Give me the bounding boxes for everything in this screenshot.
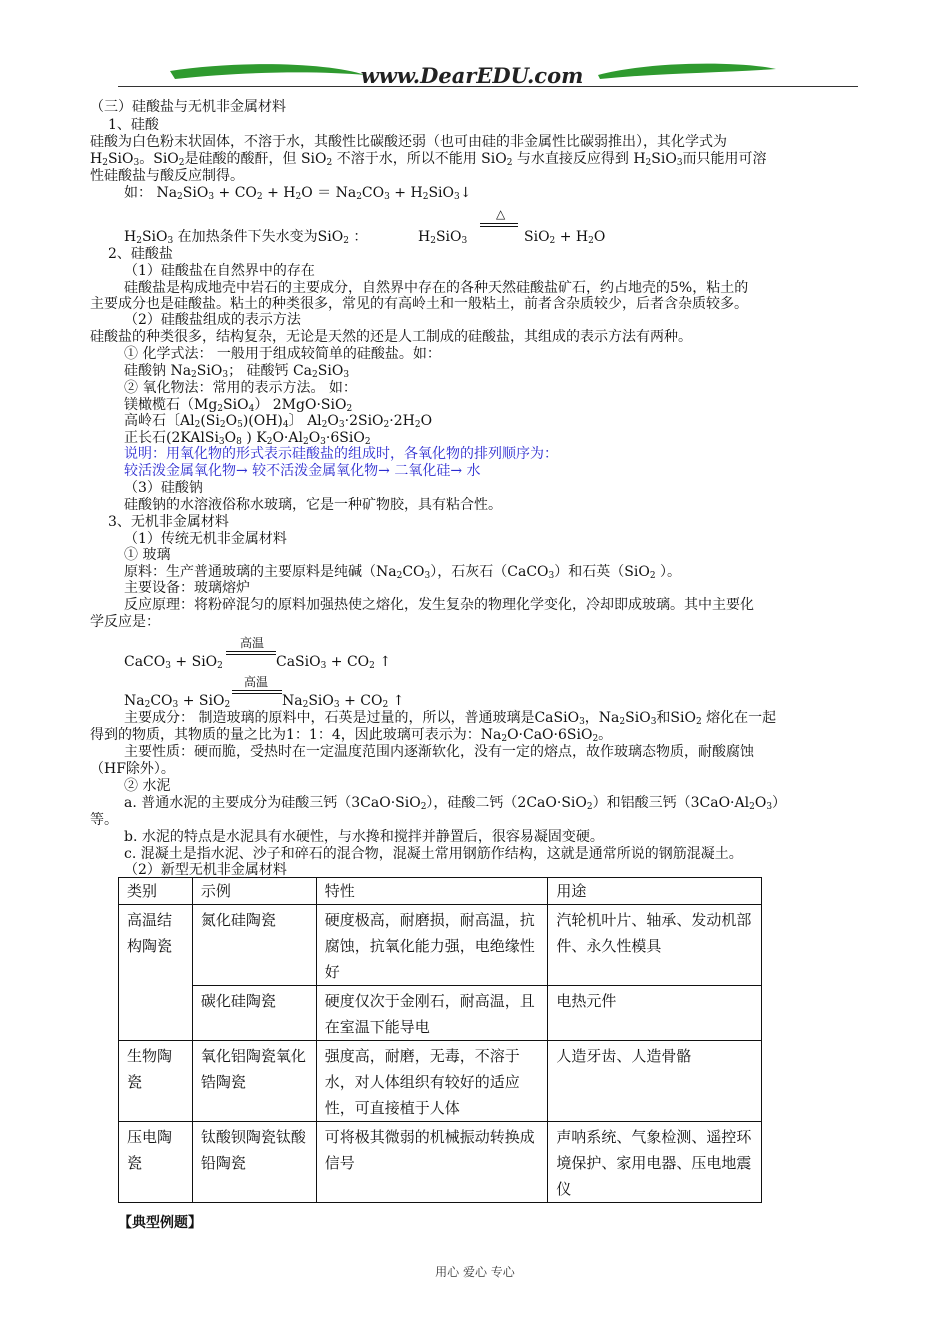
use-cell: 人造牙齿、人造骨骼 xyxy=(548,1041,762,1122)
equation-2-reactant: $H_2SiO_3$ xyxy=(418,229,468,246)
header-rule xyxy=(118,86,858,87)
use-cell: 声呐系统、气象检测、遥控环境保护、家用电器、压电地震仪 xyxy=(548,1122,762,1203)
subsection-title: （2）硅酸盐组成的表示方法 xyxy=(124,312,301,328)
table-header-cell: 特性 xyxy=(316,878,548,905)
example-cell: 氧化铝陶瓷氧化锆陶瓷 xyxy=(192,1041,316,1122)
equation-1: 如： $Na_2SiO_3 + CO_2 + H_2O = Na_2CO_3$ + $H_2SiO_3↓$ xyxy=(124,185,472,202)
example-cell: 钛酸钡陶瓷钛酸铅陶瓷 xyxy=(192,1122,316,1203)
cement-title: ② 水泥 xyxy=(124,778,171,794)
property-cell: 硬度极高，耐磨损，耐高温，抗腐蚀，抗氧化能力强，电绝缘性好 xyxy=(316,905,548,986)
materials-table xyxy=(118,877,762,1203)
example-cell: 碳化硅陶瓷 xyxy=(192,986,316,1041)
equals-bar xyxy=(226,651,276,655)
high-temp-condition: 高温 xyxy=(240,636,265,650)
paragraph: 反应原理：将粉碎混匀的原料加强热使之熔化，发生复杂的物理化学变化，冷却即成玻璃。其中主要化 xyxy=(124,597,754,613)
paragraph: （HF除外）。 xyxy=(90,761,175,777)
note-line: 说明：用氧化物的形式表示硅酸盐的组成时，各氧化物的排列顺序为： xyxy=(124,446,558,462)
equals-bar xyxy=(480,223,518,227)
glass-raw-materials: 原料：生产普通玻璃的主要原料是纯碱$(Na_2CO_3)$，石灰石（CaCO$_3$）和石英（SiO$_2$ ）。 xyxy=(124,564,681,581)
header-swoosh-right xyxy=(598,64,776,79)
glass-equipment: 主要设备：玻璃熔炉 xyxy=(124,580,250,596)
table-header-row xyxy=(119,878,762,905)
method-1: ① 化学式法： 一般用于组成较简单的硅酸盐。如： xyxy=(124,346,441,362)
cement-c: c. 混凝土是指水泥、沙子和碎石的混合物，混凝土常用钢筋作结构，这就是通常所说的钢筋混凝土。 xyxy=(124,846,743,862)
subsection-title: （1）传统无机非金属材料 xyxy=(124,531,287,547)
category-cell: 压电陶瓷 xyxy=(119,1122,193,1203)
paragraph: 硅酸盐是构成地壳中岩石的主要成分，自然界中存在的各种天然硅酸盐矿石，约占地壳的5%，粘土的 xyxy=(124,280,749,296)
method-2: ② 氧化物法：常用的表示方法。 如： xyxy=(124,380,357,396)
equation-4: $Na_2CO_3 + SiO_2$ xyxy=(124,693,231,710)
header-site: www.DearEDU.com xyxy=(360,63,584,88)
header-swoosh-left xyxy=(170,64,365,79)
heat-condition: △ xyxy=(496,207,506,221)
oxide-example-2: 高岭石〔$Al_2(Si_2O_5)(OH)_4$〕 $Al_2O_3\cdot 2SiO_2\cdot 2H_2O$ xyxy=(124,413,433,430)
subsection-title: （1）硅酸盐在自然界中的存在 xyxy=(124,263,315,279)
paragraph: 主要性质：硬而脆，受热时在一定温度范围内逐渐软化，没有一定的熔点，故作玻璃态物质，耐酸腐蚀 xyxy=(124,744,754,760)
example-heading: 【典型例题】 xyxy=(118,1215,202,1231)
glass-title: ① 玻璃 xyxy=(124,547,171,563)
table-row xyxy=(119,1122,762,1203)
property-cell: 硬度仅次于金刚石，耐高温，且在室温下能导电 xyxy=(316,986,548,1041)
paragraph: 硅酸盐的种类很多，结构复杂，无论是天然的还是人工制成的硅酸盐，其组成的表示方法有两种。 xyxy=(90,329,692,345)
paragraph: 性硅酸盐与酸反应制得。 xyxy=(90,168,244,184)
high-temp-condition: 高温 xyxy=(244,675,269,689)
table-row xyxy=(119,1041,762,1122)
oxide-example-1: 镁橄榄石$(Mg_2SiO_4)$ 2MgO·SiO$_2$ xyxy=(124,397,353,414)
header-banner xyxy=(0,55,950,95)
paragraph: 等。 xyxy=(90,812,118,828)
subsection-title: 3、无机非金属材料 xyxy=(108,514,229,530)
property-cell: 强度高，耐磨，无毒，不溶于水，对人体组织有较好的适应性，可直接植于人体 xyxy=(316,1041,548,1122)
cement-a: a. 普通水泥的主要成分为硅酸三钙（3CaO·SiO$_2$），硅酸二钙（2CaO·SiO$_2$）和铝酸三钙$(3CaO\cdot Al_2O_3)$ xyxy=(124,795,787,812)
page-footer: 用心 爱心 专心 xyxy=(435,1265,515,1279)
equals-bar xyxy=(232,690,282,694)
table-row xyxy=(119,905,762,986)
table-row xyxy=(119,986,762,1041)
glass-composition-2: 得到的物质，其物质的量之比为1：1：4，因此玻璃可表示为：$Na_2O\cdot CaO\cdot 6SiO_2$。 xyxy=(90,727,613,744)
subsection-title: 2、硅酸盐 xyxy=(108,246,173,262)
table-header-cell: 示例 xyxy=(192,878,316,905)
category-cell: 高温结构陶瓷 xyxy=(119,905,193,1041)
table-header-cell: 用途 xyxy=(548,878,762,905)
cement-b: b. 水泥的特点是水泥具有水硬性，与水搀和搅拌并静置后，很容易凝固变硬。 xyxy=(124,829,604,845)
equation-3: CaCO$_3$ + SiO$_2$ xyxy=(124,654,223,671)
example-cell: 氮化硅陶瓷 xyxy=(192,905,316,986)
subsection-title: （2）新型无机非金属材料 xyxy=(124,862,287,878)
section-title: （三）硅酸盐与无机非金属材料 xyxy=(90,99,286,115)
paragraph: $H_2SiO_3$。SiO$_2$是硅酸的酸酐，但 SiO$_2$ 不溶于水，所以不能用 SiO$_2$ 与水直接反应得到 $H_2SiO_3$而只能用可溶 xyxy=(90,151,767,168)
method-1-example: 硅酸钠 $Na_2SiO_3$； 硅酸钙 $Ca_2SiO_3$ xyxy=(124,363,350,380)
paragraph: 硅酸为白色粉末状固体，不溶于水，其酸性比碳酸还弱（也可由硅的非金属性比碳弱推出），其化学式为 xyxy=(90,134,727,150)
glass-composition: 主要成分： 制造玻璃的原料中，石英是过量的，所以，普通玻璃是CaSiO$_3$，$Na_2SiO_3$和SiO$_2$ 熔化在一起 xyxy=(124,710,777,727)
paragraph: 主要成分也是硅酸盐。粘土的种类很多，常见的有高岭土和一般粘土，前者含杂质较少，后者含杂质较多。 xyxy=(90,296,748,312)
use-cell: 汽轮机叶片、轴承、发动机部件、永久性模具 xyxy=(548,905,762,986)
use-cell: 电热元件 xyxy=(548,986,762,1041)
note-order: 较活泼金属氧化物→ 较不活泼金属氧化物→ 二氧化硅→ 水 xyxy=(124,463,481,479)
paragraph: 硅酸钠的水溶液俗称水玻璃，它是一种矿物胶，具有粘合性。 xyxy=(124,497,502,513)
table-header-cell: 类别 xyxy=(119,878,193,905)
subsection-title: 1、硅酸 xyxy=(108,117,159,133)
oxide-example-3: 正长石($2KAlSi_3O_8$ ) $K_2O\cdot Al_2O_3\cdot 6SiO_2$ xyxy=(124,430,371,447)
paragraph: 学反应是： xyxy=(90,614,160,630)
subsection-title: （3）硅酸钠 xyxy=(124,480,203,496)
equation-2: $H_2SiO_3$ 在加热条件下失水变为SiO$_2$ ： xyxy=(124,229,368,246)
category-cell: 生物陶瓷 xyxy=(119,1041,193,1122)
equation-2-product: $SiO_2 + H_2O$ xyxy=(524,229,606,246)
property-cell: 可将极其微弱的机械振动转换成信号 xyxy=(316,1122,548,1203)
equation-4-product: $Na_2SiO_3 + CO_2$ ↑ xyxy=(282,693,405,710)
equation-3-product: CaSiO$_3$ + $CO_2$ ↑ xyxy=(276,654,392,671)
